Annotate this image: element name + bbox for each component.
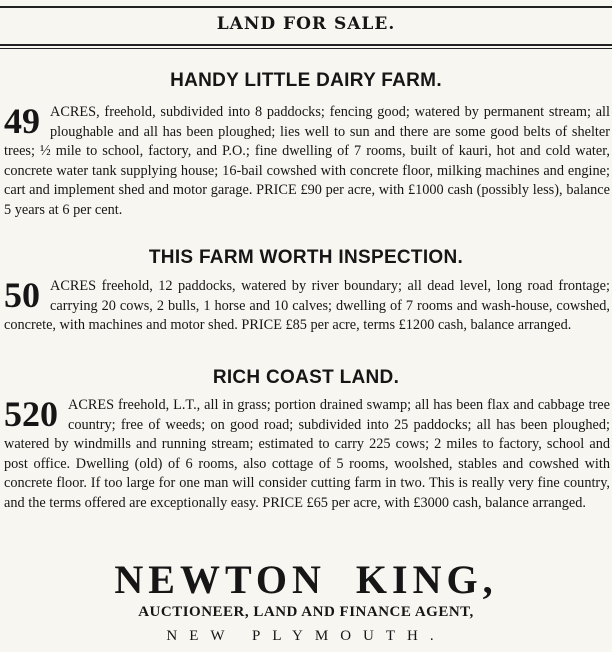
listing-text: ACRES freehold, L.T., all in grass; portion drained swamp; all has been flax and cabbage tree country; free of weeds; on good road; subdivided into 25 paddocks; all has been ploughed; watered by windmills and running stream; estimated to carry 225 cows; 2 miles to factory, school and post office. Dwelling (old) of 6 rooms, also cottage of 5 rooms, woolshed, stables and cowshed with concrete floor. If too large for one man will consider cutting farm in two. This is really very fine country, and the terms offered are exceptionally easy. PRICE £65 per acre, with £3000 cash, balance arranged. bbox=[4, 397, 610, 511]
acreage-number: 49 bbox=[4, 101, 40, 141]
firm-name: NEWTON KING, bbox=[114, 557, 498, 602]
header-rule bbox=[0, 44, 612, 46]
acreage-number: 50 bbox=[4, 275, 40, 315]
listing-body bbox=[4, 103, 610, 221]
section-header: LAND FOR SALE. bbox=[216, 14, 396, 34]
listing-text: ACRES freehold, 12 paddocks, watered by river boundary; all dead level, long road frontage; carrying 20 cows, 2 bulls, 1 horse and 10 calves; dwelling of 7 rooms and wash-house, cowshed, concrete, with machines and motor shed. PRICE £85 per acre, terms £1200 cash, balance arranged. bbox=[4, 278, 610, 334]
listing-heading: RICH COAST LAND. bbox=[212, 367, 400, 388]
listing-heading: THIS FARM WORTH INSPECTION. bbox=[148, 247, 464, 268]
firm-town: NEW PLYMOUTH. bbox=[166, 628, 446, 644]
header-rule-thin bbox=[0, 48, 612, 49]
acreage-number: 520 bbox=[4, 394, 58, 434]
firm-role: AUCTIONEER, LAND AND FINANCE AGENT, bbox=[138, 604, 474, 620]
listing-body bbox=[4, 396, 610, 514]
listing-heading: HANDY LITTLE DAIRY FARM. bbox=[170, 70, 442, 91]
listing-body bbox=[4, 277, 610, 336]
listing-text: ACRES, freehold, subdivided into 8 paddocks; fencing good; watered by permanent stream; all ploughable and all has been ploughed; lies well to sun and there are some good belts of shelter trees; ½ mile to school, factory, and P.O.; fine dwelling of 7 rooms, built of kauri, hot and cold water, concrete water tank supplying house; 16-bail cowshed with concrete floor, milking machines and engine; cart and implement shed and motor garage. PRICE £90 per acre, with £1000 cash (possibly less), balance 5 years at 6 per cent. bbox=[4, 104, 610, 218]
top-rule bbox=[0, 6, 612, 8]
